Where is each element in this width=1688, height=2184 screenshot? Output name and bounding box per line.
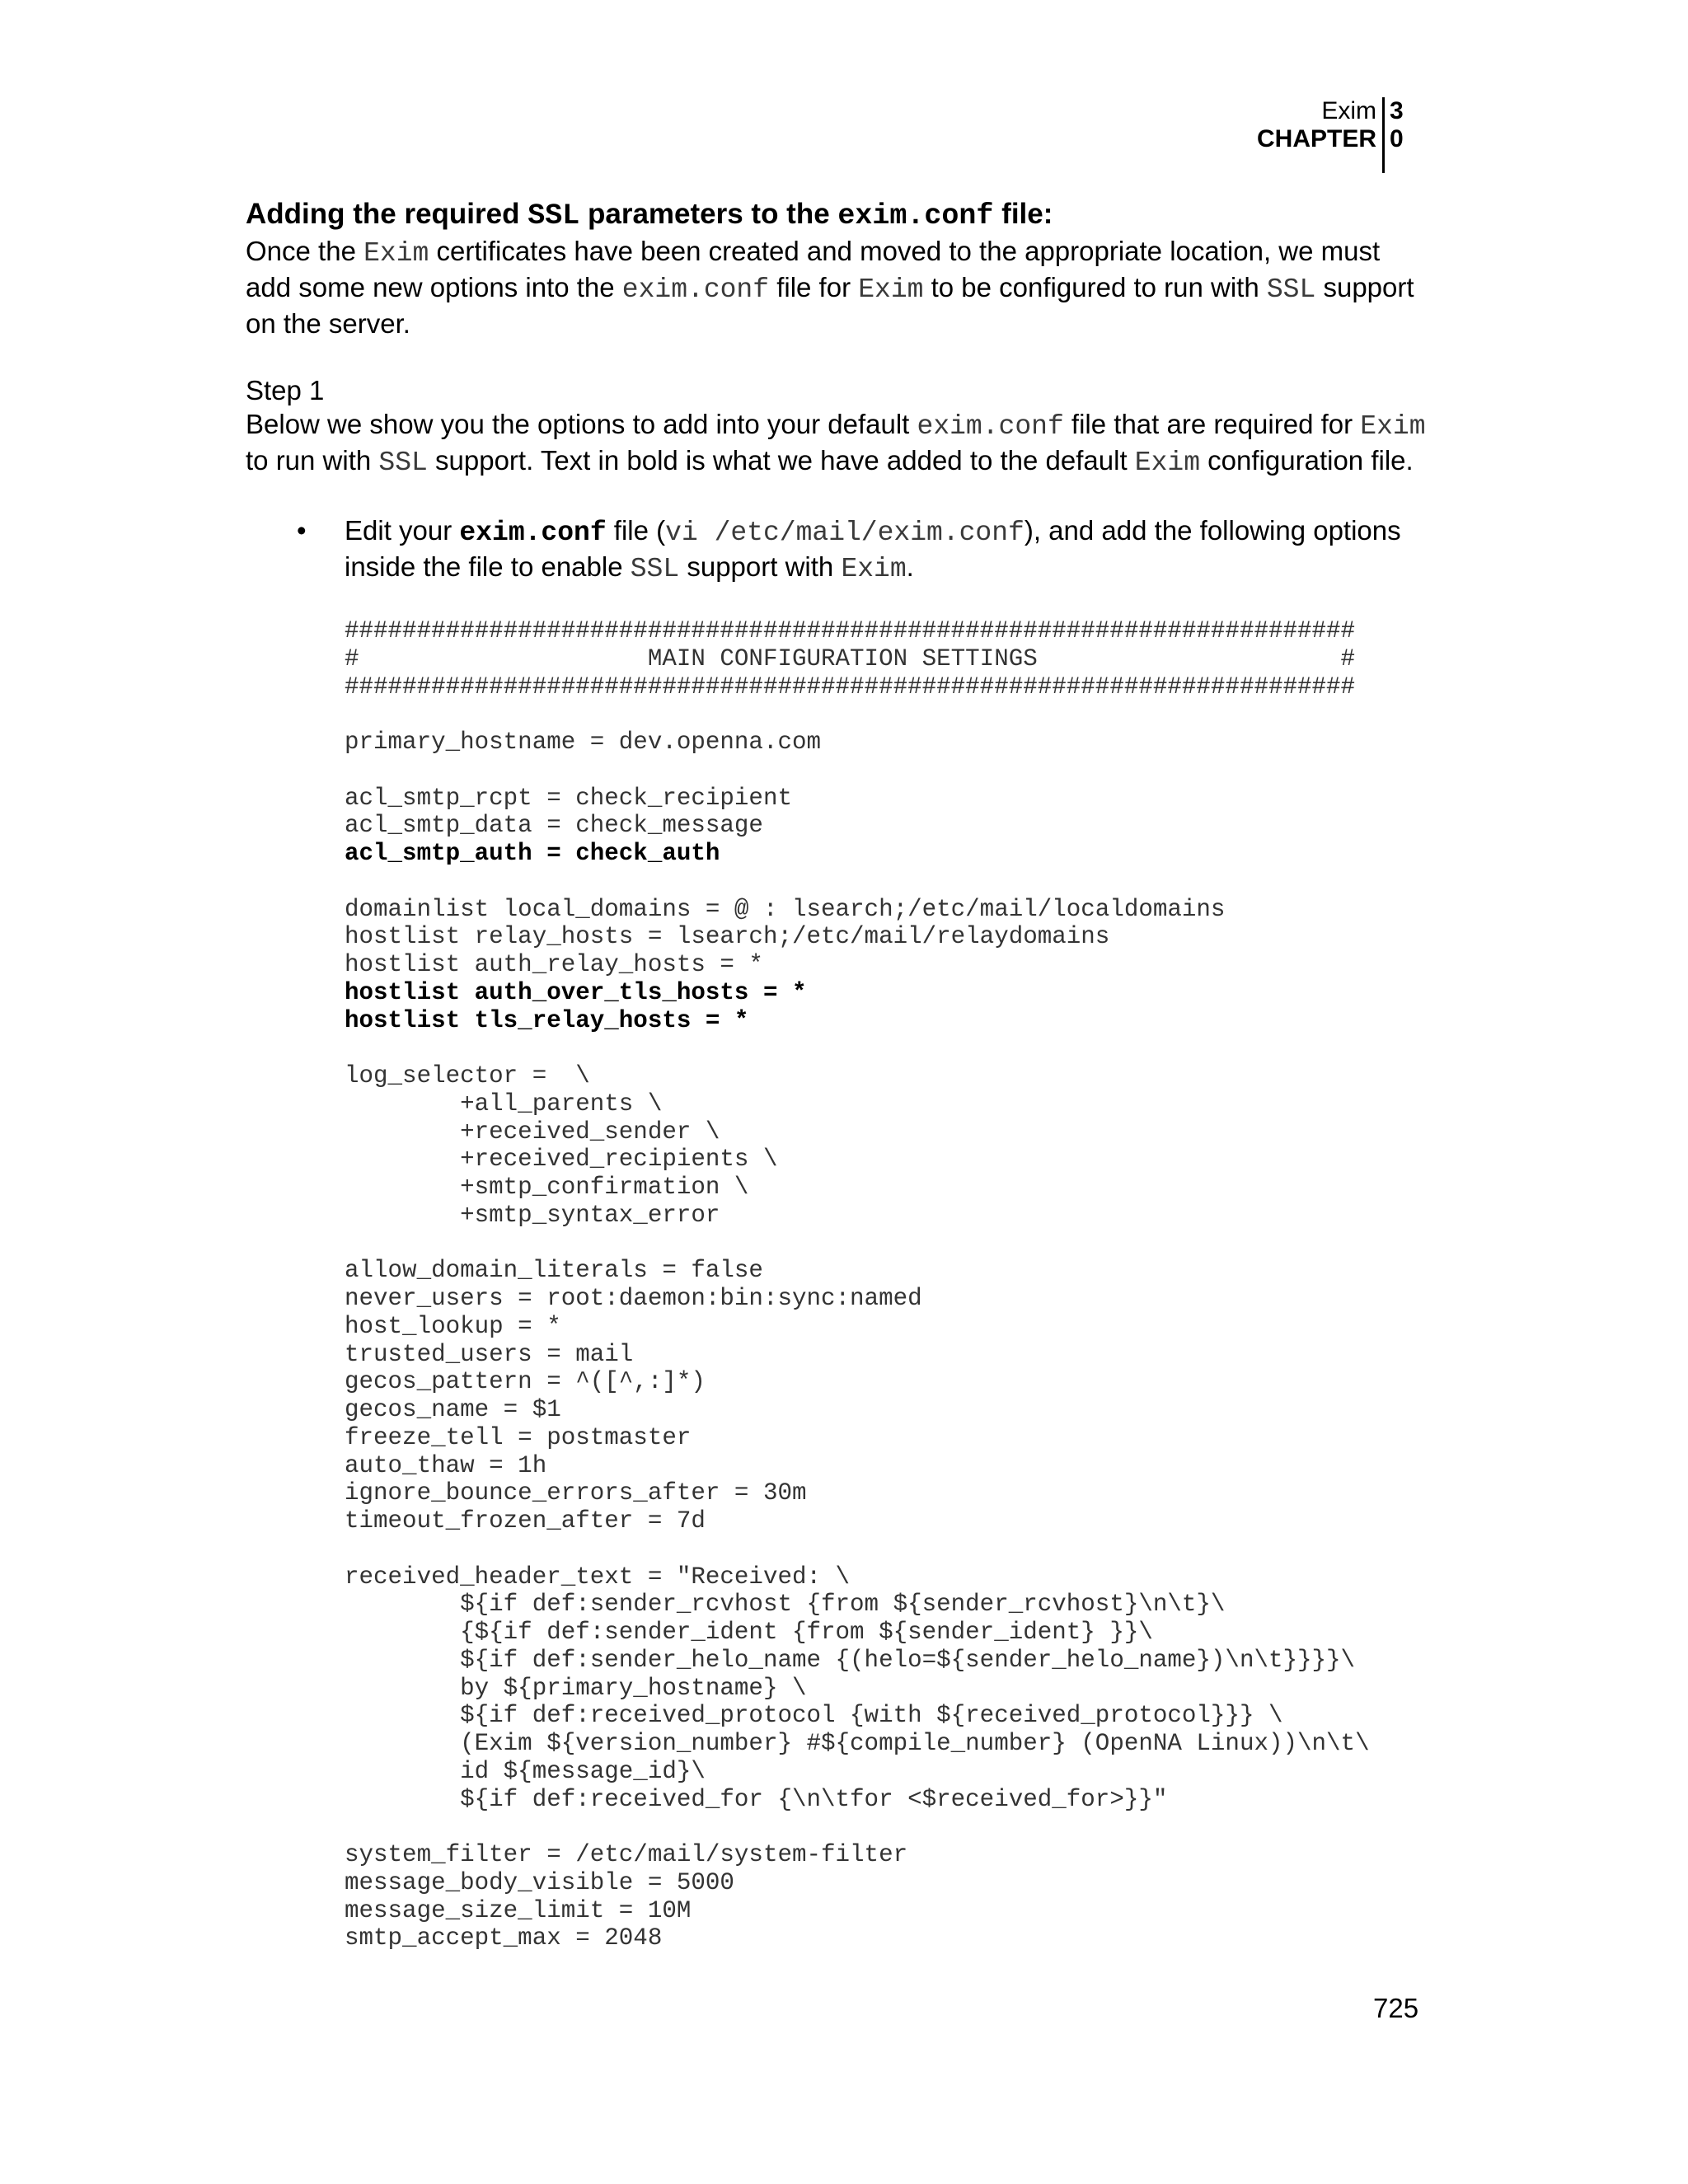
code-line: gecos_name = $1 (345, 1396, 561, 1423)
code-line: system_filter = /etc/mail/system-filter (345, 1841, 908, 1868)
code-line: received_header_text = "Received: \ (345, 1563, 851, 1591)
text: to be configured to run with (923, 272, 1267, 302)
text: Edit your (345, 515, 460, 546)
inline-code: SSL (378, 448, 428, 478)
code-line: ###################################################################### (345, 617, 1356, 644)
code-line: timeout_frozen_after = 7d (345, 1507, 706, 1535)
code-line (345, 1034, 1432, 1062)
code-line: message_size_limit = 10M (345, 1896, 692, 1924)
text: . (906, 551, 914, 582)
code-line: hostlist tls_relay_hosts = * (345, 1006, 749, 1034)
code-line: primary_hostname = dev.openna.com (345, 729, 822, 756)
code-line: ${if def:sender_rcvhost {from ${sender_rcvhost}\n\t}\ (345, 1591, 1226, 1619)
config-code-block (345, 617, 1432, 1952)
text: Below we show you the options to add into your default (246, 409, 917, 439)
chapter-header-labels (1257, 97, 1376, 153)
text: file ( (606, 515, 666, 546)
chapter-number-digit-1: 3 (1390, 97, 1404, 124)
code-line: gecos_pattern = ^([^,:]*) (345, 1368, 706, 1396)
code-line: id ${message_id}\ (345, 1757, 706, 1785)
text: to run with (246, 445, 379, 476)
bullet-dot-icon: • (297, 515, 307, 546)
text: support on the server. (246, 272, 1414, 339)
code-line: message_body_visible = 5000 (345, 1868, 734, 1896)
code-line: {${if def:sender_ident {from ${sender_ident} }}\ (345, 1619, 1153, 1646)
code-line: domainlist local_domains = @ : lsearch;/etc/mail/localdomains (345, 895, 1226, 923)
code-line: hostlist auth_over_tls_hosts = * (345, 978, 807, 1006)
code-line: (Exim ${version_number} #${compile_number} (OpenNA Linux))\n\t\ (345, 1730, 1370, 1757)
chapter-header (1236, 97, 1418, 173)
header-app-name: Exim (1321, 97, 1376, 124)
page-number: 725 (1373, 1993, 1419, 2023)
code-line: ${if def:sender_helo_name {(helo=${sender_helo_name})\n\t}}}}\ (345, 1646, 1356, 1674)
inline-code: Exim (841, 554, 907, 584)
section-heading (246, 196, 1432, 234)
text: file that are required for (1063, 409, 1361, 439)
inline-code: Exim (1134, 448, 1201, 478)
code-line: +smtp_syntax_error (345, 1201, 720, 1229)
code-line: ${if def:received_for {\n\tfor <$received_for>}}" (345, 1785, 1168, 1813)
text: ), and add the following options inside the file to enable (345, 515, 1401, 582)
code-line: acl_smtp_rcpt = check_recipient (345, 784, 792, 812)
heading-code: exim.conf (837, 199, 994, 232)
text: configuration file. (1200, 445, 1414, 476)
code-line: # MAIN CONFIGURATION SETTINGS # (345, 644, 1356, 673)
code-line: acl_smtp_auth = check_auth (345, 840, 720, 867)
inline-code: SSL (1266, 274, 1316, 305)
inline-code: Exim (858, 274, 924, 305)
inline-code: Exim (363, 238, 429, 269)
intro-paragraph (246, 234, 1432, 340)
code-line (345, 1813, 1432, 1841)
code-line: auto_thaw = 1h (345, 1451, 547, 1479)
header-divider (1382, 97, 1385, 173)
text: Once the (246, 236, 364, 266)
code-line: ###################################################################### (345, 673, 1356, 701)
inline-code: exim.conf (917, 411, 1064, 442)
code-line: hostlist auth_relay_hosts = * (345, 951, 763, 978)
code-line: host_lookup = * (345, 1312, 561, 1340)
inline-code: exim.conf (459, 518, 607, 548)
code-line (345, 757, 1432, 785)
code-line: ${if def:received_protocol {with ${received_protocol}}} \ (345, 1702, 1283, 1730)
header-chapter-label: CHAPTER (1256, 125, 1376, 152)
code-line: by ${primary_hostname} \ (345, 1674, 807, 1702)
code-line: +smtp_confirmation \ (345, 1174, 749, 1201)
step-paragraph (246, 407, 1432, 480)
heading-text: Adding the required (246, 198, 528, 230)
code-line: acl_smtp_data = check_message (345, 812, 763, 840)
text: support. Text in bold is what we have added to the default (427, 445, 1135, 476)
inline-code: SSL (630, 554, 680, 584)
heading-text: parameters to the (579, 198, 838, 230)
code-line: ignore_bounce_errors_after = 30m (345, 1479, 807, 1507)
text: support with (679, 551, 842, 582)
code-line: log_selector = \ (345, 1062, 590, 1090)
chapter-number (1390, 97, 1404, 153)
code-line: +received_sender \ (345, 1118, 720, 1146)
bullet-item (246, 513, 1432, 586)
text: file for (769, 272, 859, 302)
code-line: freeze_tell = postmaster (345, 1423, 692, 1451)
code-line: trusted_users = mail (345, 1340, 634, 1368)
code-line (345, 701, 1432, 729)
code-line: +all_parents \ (345, 1090, 663, 1118)
code-line: +received_recipients \ (345, 1146, 778, 1174)
chapter-number-digit-2: 0 (1390, 125, 1404, 152)
heading-text: file: (993, 198, 1053, 230)
code-line (345, 868, 1432, 896)
text: certificates have been created and moved to the appropriate location, we must add some new options into the (246, 236, 1381, 302)
code-line: never_users = root:daemon:bin:sync:named (345, 1285, 922, 1312)
code-line: allow_domain_literals = false (345, 1257, 763, 1285)
step-title: Step 1 (246, 375, 325, 405)
code-line: hostlist relay_hosts = lsearch;/etc/mail/relaydomains (345, 923, 1110, 951)
page-content (246, 196, 1432, 1952)
inline-code: exim.conf (621, 274, 770, 305)
heading-code: SSL (528, 199, 580, 232)
code-line (345, 1535, 1432, 1563)
code-line (345, 1230, 1432, 1258)
inline-code: Exim (1360, 411, 1426, 442)
code-line: smtp_accept_max = 2048 (345, 1924, 663, 1952)
inline-code: vi /etc/mail/exim.conf (665, 518, 1025, 548)
